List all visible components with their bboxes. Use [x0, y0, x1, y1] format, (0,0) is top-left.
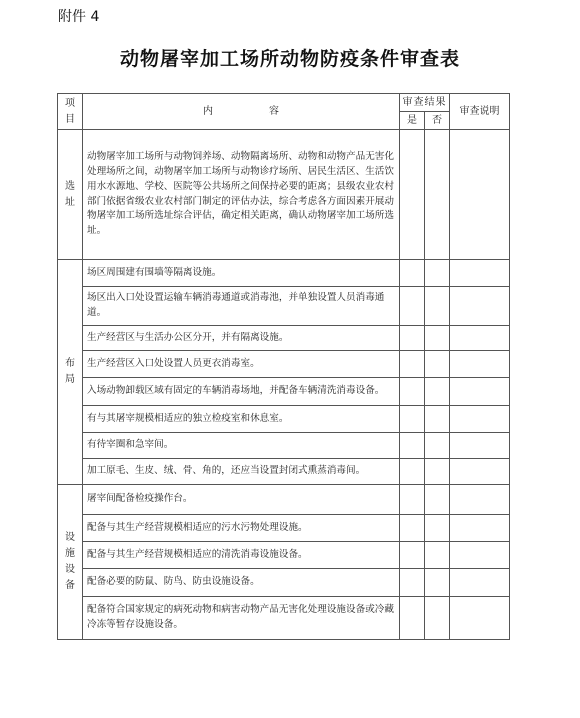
- attachment-label: 附件 4: [58, 9, 100, 25]
- yes-cell[interactable]: [400, 569, 425, 597]
- no-cell[interactable]: [425, 326, 450, 351]
- requirement-text: 加工原毛、生皮、绒、骨、角的，还应当设置封闭式熏蒸消毒间。: [83, 459, 400, 485]
- table-row: [58, 515, 510, 542]
- no-cell[interactable]: [425, 569, 450, 597]
- note-cell[interactable]: [450, 351, 510, 378]
- note-cell[interactable]: [450, 260, 510, 287]
- table-row: [58, 326, 510, 351]
- header-item: 项 目: [58, 94, 83, 130]
- requirement-text: 配备与其生产经营规模相适应的清洗消毒设施设备。: [83, 542, 400, 569]
- requirement-text: 有待宰圈和急宰间。: [83, 433, 400, 459]
- header-yes: 是: [400, 112, 425, 130]
- table-row: [58, 459, 510, 485]
- note-cell[interactable]: [450, 485, 510, 515]
- yes-cell[interactable]: [400, 378, 425, 406]
- yes-cell[interactable]: [400, 260, 425, 287]
- category-site: 选 址: [58, 130, 83, 260]
- yes-cell[interactable]: [400, 459, 425, 485]
- table-row: [58, 378, 510, 406]
- no-cell[interactable]: [425, 287, 450, 326]
- table-row: [58, 569, 510, 597]
- yes-cell[interactable]: [400, 515, 425, 542]
- no-cell[interactable]: [425, 459, 450, 485]
- requirement-text: 场区周围建有围墙等隔离设施。: [83, 260, 400, 287]
- table-row: [58, 542, 510, 569]
- requirement-text: 配备必要的防鼠、防鸟、防虫设施设备。: [83, 569, 400, 597]
- no-cell[interactable]: [425, 378, 450, 406]
- table-row: [58, 351, 510, 378]
- requirement-text: 生产经营区与生活办公区分开，并有隔离设施。: [83, 326, 400, 351]
- table-row: [58, 260, 510, 287]
- no-cell[interactable]: [425, 406, 450, 433]
- requirement-text: 有与其屠宰规模相适应的独立检疫室和休息室。: [83, 406, 400, 433]
- note-cell[interactable]: [450, 433, 510, 459]
- no-cell[interactable]: [425, 130, 450, 260]
- table-row: [58, 485, 510, 515]
- requirement-text: 屠宰间配备检疫操作台。: [83, 485, 400, 515]
- requirement-text: 动物屠宰加工场所与动物饲养场、动物隔离场所、动物和动物产品无害化处理场所之间，动物屠宰加工场所与动物诊疗场所、居民生活区、生活饮用水水源地、学校、医院等公共场所之间保持必要的距离；县级农业农村部门依据省级农业农村部门制定的评估办法，综合考虑各方面因素开展动物屠宰加工场所选址综合评估，确定相关距离，确认动物屠宰加工场所选址。: [83, 130, 400, 260]
- no-cell[interactable]: [425, 260, 450, 287]
- no-cell[interactable]: [425, 597, 450, 640]
- yes-cell[interactable]: [400, 326, 425, 351]
- note-cell[interactable]: [450, 406, 510, 433]
- yes-cell[interactable]: [400, 542, 425, 569]
- note-cell[interactable]: [450, 378, 510, 406]
- no-cell[interactable]: [425, 515, 450, 542]
- yes-cell[interactable]: [400, 406, 425, 433]
- header-no: 否: [425, 112, 450, 130]
- table-row: [58, 287, 510, 326]
- header-row: [58, 94, 510, 112]
- header-result: 审查结果: [400, 94, 450, 112]
- no-cell[interactable]: [425, 542, 450, 569]
- header-content: 内容: [83, 94, 400, 130]
- requirement-text: 配备符合国家规定的病死动物和病害动物产品无害化处理设施设备或冷藏冷冻等暂存设施设备。: [83, 597, 400, 640]
- yes-cell[interactable]: [400, 351, 425, 378]
- yes-cell[interactable]: [400, 130, 425, 260]
- yes-cell[interactable]: [400, 485, 425, 515]
- table-row: [58, 406, 510, 433]
- yes-cell[interactable]: [400, 287, 425, 326]
- no-cell[interactable]: [425, 433, 450, 459]
- note-cell[interactable]: [450, 569, 510, 597]
- yes-cell[interactable]: [400, 433, 425, 459]
- no-cell[interactable]: [425, 485, 450, 515]
- table-row: [58, 130, 510, 260]
- note-cell[interactable]: [450, 130, 510, 260]
- note-cell[interactable]: [450, 459, 510, 485]
- requirement-text: 场区出入口处设置运输车辆消毒通道或消毒池，并单独设置人员消毒通道。: [83, 287, 400, 326]
- requirement-text: 生产经营区入口处设置人员更衣消毒室。: [83, 351, 400, 378]
- category-facilities: 设 施 设 备: [58, 485, 83, 640]
- table-row: [58, 597, 510, 640]
- review-table: [57, 93, 510, 640]
- requirement-text: 入场动物卸载区域有固定的车辆消毒场地，并配备车辆清洗消毒设备。: [83, 378, 400, 406]
- table-row: [58, 433, 510, 459]
- note-cell[interactable]: [450, 542, 510, 569]
- header-note: 审查说明: [450, 94, 510, 130]
- note-cell[interactable]: [450, 597, 510, 640]
- note-cell[interactable]: [450, 515, 510, 542]
- requirement-text: 配备与其生产经营规模相适应的污水污物处理设施。: [83, 515, 400, 542]
- document-title: 动物屠宰加工场所动物防疫条件审查表: [119, 48, 460, 70]
- note-cell[interactable]: [450, 326, 510, 351]
- yes-cell[interactable]: [400, 597, 425, 640]
- category-layout: 布 局: [58, 260, 83, 485]
- no-cell[interactable]: [425, 351, 450, 378]
- note-cell[interactable]: [450, 287, 510, 326]
